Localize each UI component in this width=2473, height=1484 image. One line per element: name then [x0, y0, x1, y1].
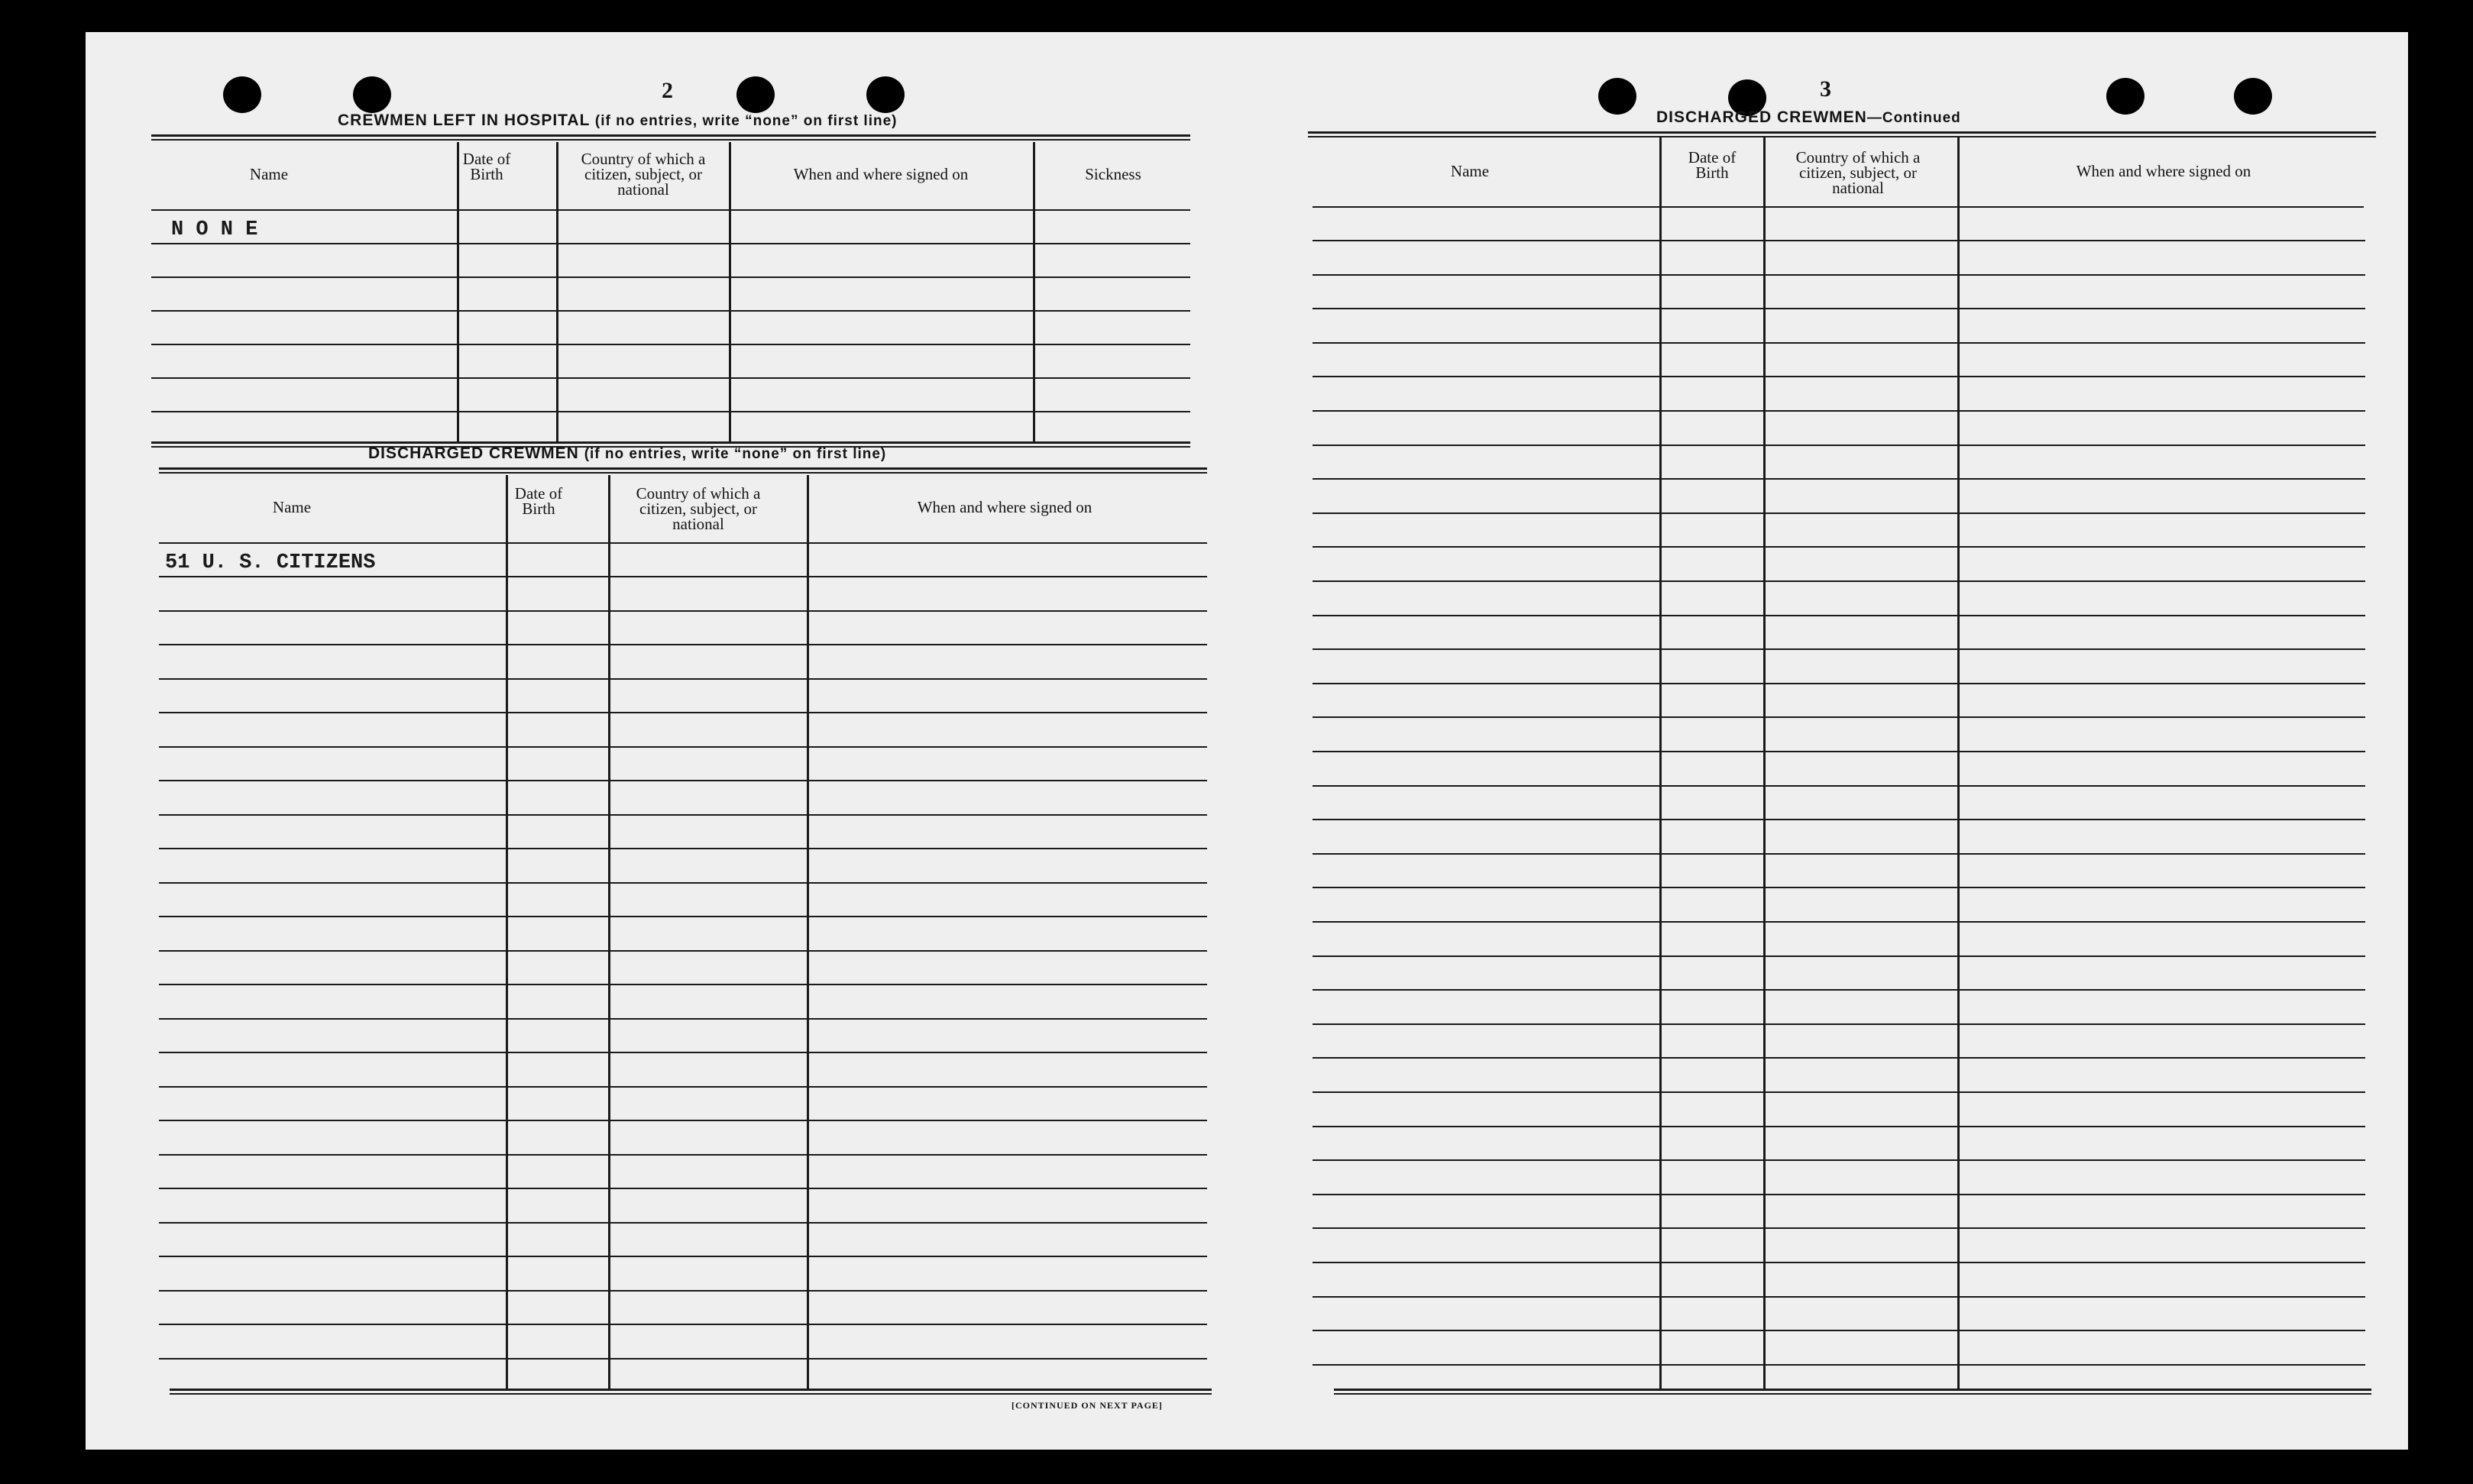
discharged-title-text: DISCHARGED CREWMEN [368, 445, 579, 462]
discharged-table-top-rule [159, 472, 1207, 474]
hospital-col-name: Name [249, 165, 289, 183]
hospital-row-rule [151, 310, 1190, 312]
discharged-table-top-rule [159, 467, 1207, 470]
row-rule [159, 712, 1207, 713]
hospital-col-country: Country of which a citizen, subject, or national [581, 150, 706, 199]
punch-hole [353, 76, 391, 113]
hospital-row-rule [151, 411, 1190, 412]
row-rule [1313, 274, 2365, 276]
row-rule [1313, 751, 2365, 752]
row-rule [159, 1290, 1207, 1292]
discharged-col-dob: Date of Birth [514, 484, 563, 518]
row-rule [159, 780, 1207, 781]
row-rule [159, 746, 1207, 748]
row-rule [1313, 445, 2365, 446]
hospital-row-rule [151, 377, 1190, 379]
row-rule [1313, 683, 2365, 684]
row-rule [1313, 955, 2365, 957]
row-rule [1313, 308, 2365, 309]
row-rule [159, 848, 1207, 849]
hospital-row-rule [151, 276, 1190, 278]
punch-hole [2234, 78, 2272, 115]
hospital-col-divider [729, 142, 731, 441]
row-rule [159, 984, 1207, 985]
discharged-col-country: Country of which a citizen, subject, or national [636, 484, 761, 533]
row-rule [1313, 410, 2365, 412]
discharged-title-note: (if no entries, write “none” on first line) [584, 446, 887, 462]
row-rule [1313, 1159, 2365, 1161]
row-rule [1313, 716, 2365, 718]
hospital-section-title [338, 112, 897, 130]
row-rule [159, 1358, 1207, 1360]
hospital-col-divider [556, 142, 558, 441]
row-rule [159, 1188, 1207, 1189]
hospital-table-top-rule [151, 134, 1190, 137]
discharged-col-divider [506, 475, 508, 1390]
row-rule [159, 1120, 1207, 1121]
continued-bottom-rule [1334, 1389, 2371, 1391]
row-rule [159, 1222, 1207, 1224]
continued-header-rule [1313, 206, 2364, 208]
page-number-right: 3 [1820, 76, 1831, 102]
discharged-col-name: Name [272, 498, 312, 516]
row-rule [1313, 1091, 2365, 1093]
hospital-title-note: (if no entries, write “none” on first line) [594, 113, 898, 129]
continued-footer: [CONTINUED ON NEXT PAGE] [1012, 1400, 1163, 1411]
row-rule [1313, 1364, 2365, 1366]
row-rule [1313, 615, 2365, 616]
row-rule [1313, 1057, 2365, 1059]
hospital-table-top-rule [151, 139, 1190, 141]
continued-table-top-rule [1308, 136, 2376, 137]
discharged-section-title [368, 445, 886, 463]
continued-title-suffix: —Continued [1866, 110, 1961, 126]
row-rule [1313, 887, 2365, 888]
hospital-bottom-rule [151, 441, 1190, 444]
row-rule [1313, 376, 2365, 377]
row-rule [1313, 580, 2365, 582]
discharged-col-divider [807, 475, 809, 1390]
row-rule [159, 814, 1207, 816]
punch-hole [2106, 78, 2144, 115]
row-rule [1313, 1023, 2365, 1025]
row-rule [159, 1086, 1207, 1088]
punch-hole [866, 76, 905, 113]
punch-hole [223, 76, 261, 113]
row-rule [159, 576, 1207, 577]
continued-col-divider [1957, 137, 1960, 1390]
row-rule [159, 1154, 1207, 1156]
row-rule [159, 678, 1207, 680]
row-rule [1313, 1126, 2365, 1127]
continued-col-country: Country of which a citizen, subject, or national [1795, 148, 1921, 197]
continued-col-divider [1763, 137, 1766, 1390]
hospital-row-rule [151, 243, 1190, 244]
continued-col-divider [1659, 137, 1662, 1390]
row-rule [1313, 1296, 2365, 1298]
row-rule [1313, 1227, 2365, 1229]
continued-title-text: DISCHARGED CREWMEN [1656, 108, 1867, 126]
hospital-title-text: CREWMEN LEFT IN HOSPITAL [338, 112, 591, 129]
punch-hole [736, 76, 775, 113]
row-rule [159, 1256, 1207, 1257]
row-rule [1313, 1262, 2365, 1263]
page-number-left: 2 [662, 78, 673, 103]
row-rule [1313, 853, 2365, 855]
row-rule [159, 1018, 1207, 1020]
hospital-row-rule [151, 344, 1190, 345]
row-rule [1313, 921, 2365, 923]
row-rule [159, 916, 1207, 917]
punch-hole [1598, 78, 1636, 115]
form-sheet [86, 32, 2408, 1450]
row-rule [159, 950, 1207, 952]
discharged-entry-citizens: 51 U. S. CITIZENS [165, 551, 376, 574]
row-rule [1313, 785, 2365, 787]
discharged-col-signed-on: When and where signed on [917, 498, 1092, 516]
row-rule [159, 882, 1207, 884]
continued-col-name: Name [1450, 162, 1490, 180]
hospital-col-signed-on: When and where signed on [793, 165, 969, 183]
hospital-header-rule [151, 209, 1190, 211]
row-rule [1313, 819, 2365, 820]
row-rule [1313, 342, 2365, 344]
hospital-col-divider [1033, 142, 1035, 441]
row-rule [159, 644, 1207, 645]
discharged-bottom-rule [170, 1389, 1212, 1391]
continued-col-dob: Date of Birth [1688, 148, 1737, 182]
hospital-col-sickness: Sickness [1085, 165, 1141, 183]
discharged-bottom-rule [170, 1393, 1212, 1395]
continued-bottom-rule [1334, 1393, 2371, 1395]
hospital-entry-none: N O N E [171, 218, 258, 241]
continued-table-top-rule [1308, 131, 2376, 134]
discharged-header-rule [159, 542, 1207, 544]
row-rule [1313, 1330, 2365, 1331]
row-rule [1313, 1194, 2365, 1195]
row-rule [1313, 512, 2365, 514]
row-rule [159, 1052, 1207, 1053]
row-rule [1313, 478, 2365, 480]
row-rule [159, 1324, 1207, 1325]
hospital-col-divider [457, 142, 459, 441]
discharged-col-divider [608, 475, 610, 1390]
continued-col-signed-on: When and where signed on [2076, 162, 2251, 180]
row-rule [159, 610, 1207, 612]
row-rule [1313, 648, 2365, 650]
continued-section-title [1656, 108, 1961, 127]
row-rule [1313, 546, 2365, 548]
hospital-col-dob: Date of Birth [462, 150, 511, 183]
row-rule [1313, 240, 2365, 241]
row-rule [1313, 989, 2365, 991]
